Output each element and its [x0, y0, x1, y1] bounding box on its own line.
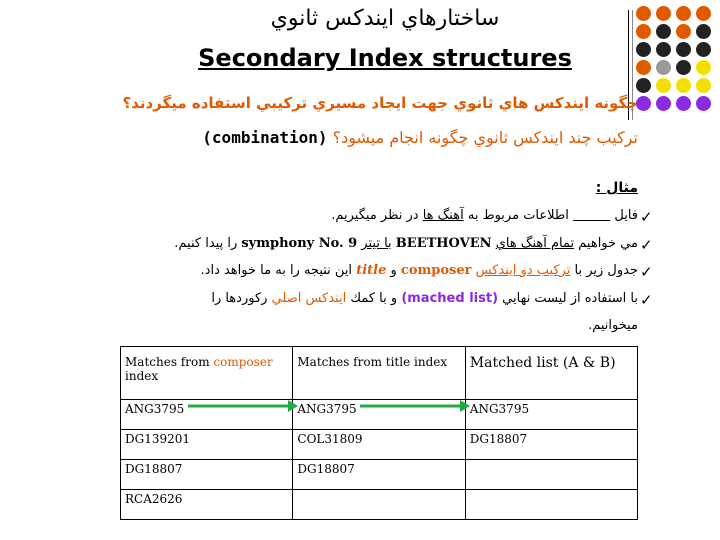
question-1-text: چگونه ايندکس هاي ثانوي جهت ايجاد مسيري ترکيبي استفاده ميگردند؟: [122, 94, 638, 112]
bullet-4-e: ركوردها را: [211, 291, 268, 306]
table-cell: ANG3795: [465, 400, 637, 430]
decorative-dot: [676, 42, 691, 57]
example-label: [596, 180, 638, 196]
bullet-2-a: مي خواهيم: [578, 236, 638, 251]
check-icon: ✓: [640, 208, 653, 226]
header-1-b: composer: [213, 355, 273, 369]
check-icon: ✓: [640, 236, 653, 254]
title-persian: ساختارهاي ايندکس ثانوي: [270, 6, 500, 31]
bullet-3: [201, 263, 638, 278]
decorative-dot: [656, 78, 671, 93]
bullet-3-e: title: [356, 263, 387, 278]
table-cell: [293, 490, 465, 520]
decorative-dot: [696, 60, 711, 75]
row-arrows: [120, 392, 640, 422]
decorative-dot: [656, 24, 671, 39]
decorative-dot: [656, 6, 671, 21]
arrow-right-icon: [360, 400, 470, 412]
decorative-dot-grid: [636, 6, 720, 114]
decorative-dot: [696, 24, 711, 39]
title-english: Secondary Index structures: [198, 44, 572, 72]
table-cell: [465, 490, 637, 520]
table-row: [121, 460, 638, 490]
bullet-2-f: را پيدا كنيم.: [174, 236, 238, 251]
bullet-3-a: جدول زير با: [574, 263, 638, 278]
bullet-4-continued: [588, 318, 638, 333]
decorative-dot: [676, 6, 691, 21]
table-cell: DG18807: [465, 430, 637, 460]
header-2: Matches from title index: [297, 355, 448, 369]
question-2-combination: (combination): [202, 128, 328, 147]
bullet-2-d: با تيتر: [361, 236, 392, 251]
table-cell: ANG3795: [293, 400, 465, 430]
decorative-dot: [696, 78, 711, 93]
question-2: [202, 128, 638, 147]
question-2-text: ترکيب چند ايندکس ثانوي چگونه انجام ميشود؟: [332, 128, 638, 147]
header-1-a: Matches from: [125, 355, 214, 369]
arrow-right-icon: [188, 400, 298, 412]
bullet-1-d: در نظر ميگيريم.: [331, 208, 419, 223]
table-cell: COL31809: [293, 430, 465, 460]
table-row: [121, 430, 638, 460]
bullet-3-c: composer: [400, 263, 472, 278]
bullet-4-c: و با كمك: [350, 291, 398, 306]
bullet-1-c: آهنگ ها: [422, 208, 464, 223]
table-cell: ANG3795: [121, 400, 293, 430]
table-row: [121, 490, 638, 520]
question-1: [122, 94, 638, 112]
decorative-dot: [636, 6, 651, 21]
bullet-4-b: (mached list): [401, 291, 499, 306]
decorative-dot: [696, 96, 711, 111]
bullet-1-blank: [573, 208, 610, 223]
bullet-3-d: و: [390, 263, 397, 278]
bullet-1-a: فايل: [614, 208, 638, 223]
decorative-dot: [696, 6, 711, 21]
decorative-dot: [636, 42, 651, 57]
check-icon: ✓: [640, 263, 653, 281]
table-cell: RCA2626: [121, 490, 293, 520]
table-cell: DG18807: [121, 460, 293, 490]
bullet-4-a: با استفاده از ليست نهايي: [502, 291, 638, 306]
decorative-dot: [656, 60, 671, 75]
bullet-1: [331, 208, 638, 223]
bullet-4-f: ميخوانيم.: [588, 318, 638, 333]
decorative-dot: [636, 96, 651, 111]
decorative-dot: [676, 96, 691, 111]
bullet-4-d: ايندكس اصلي: [271, 291, 347, 306]
bullet-2-c: BEETHOVEN: [395, 236, 492, 251]
bullet-2-b: تمام آهنگ هاي: [495, 236, 575, 251]
table-cell: [465, 460, 637, 490]
check-icon: ✓: [640, 291, 653, 309]
table-cell: DG139201: [121, 430, 293, 460]
decorative-dot: [696, 42, 711, 57]
header-3: Matched list (A & B): [469, 355, 616, 371]
bullet-2-e: symphony No. 9: [241, 236, 358, 251]
bullet-1-b: اطلاعات مربوط به: [467, 208, 569, 223]
decorative-dot: [656, 96, 671, 111]
header-1-c: index: [125, 369, 159, 383]
bullet-3-b: تركيب دو ايندكس: [475, 263, 571, 278]
table-cell: DG18807: [293, 460, 465, 490]
example-label-text: مثال :: [595, 180, 638, 196]
decorative-dot: [636, 78, 651, 93]
decorative-dot: [676, 24, 691, 39]
matches-table: [120, 346, 638, 520]
decorative-dot: [636, 60, 651, 75]
bullet-3-f: اين نتيجه را به ما خواهد داد.: [200, 263, 353, 278]
decorative-dot: [676, 60, 691, 75]
bullet-2: [174, 236, 638, 251]
decorative-dot: [656, 42, 671, 57]
decorative-dot: [676, 78, 691, 93]
decorative-dot: [636, 24, 651, 39]
bullet-4: [211, 291, 638, 306]
